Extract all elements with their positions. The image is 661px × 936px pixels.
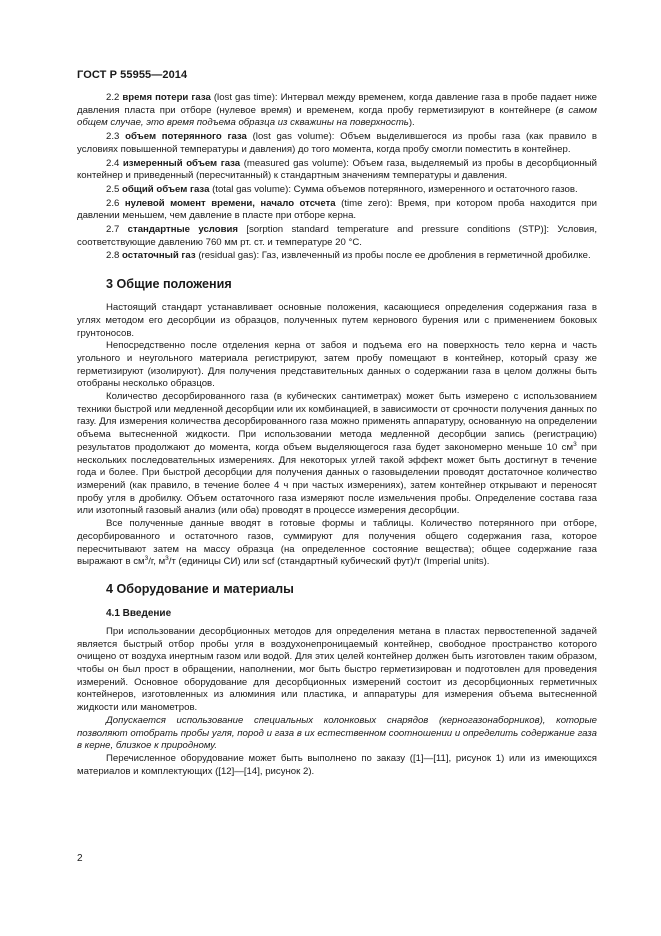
clause-number: 2.6 xyxy=(106,197,120,209)
definition-text: (lost gas time): Интервал между временем, когда давление газа в пробе падает ниже давления пласта при отборе (нулевое время) и временем, когда пробу герметизируют в контейнере ( xyxy=(77,92,597,116)
term: общий объем газа xyxy=(122,183,210,195)
section-4-heading: 4 Оборудование и материалы xyxy=(106,581,294,596)
clause-number: 2.3 xyxy=(106,131,120,143)
page-number: 2 xyxy=(77,853,83,864)
term: остаточный газ xyxy=(122,250,196,262)
paragraph-text: Все полученные данные вводят в готовые формы и таблицы. Количество потерянного при отборе, десорбированного и остаточного газов, суммируют для получения общего содержания газа, которое пересчитывают затем на массу образца (на определенное состояние вещества); общее содержание газа выражают в см xyxy=(77,518,597,568)
term: стандартные условия xyxy=(127,224,238,236)
definition-2-3 xyxy=(77,131,597,156)
paragraph-text: /г, м xyxy=(148,556,166,568)
definition-note: в самом общем случае, это время подъема образца из скважины на поверхность xyxy=(77,104,597,129)
term: нулевой момент времени, начало отсчета xyxy=(124,197,336,209)
clause-number: 2.7 xyxy=(106,224,120,236)
definition-text: [sorption standard temperature and pressure conditions (STP)]: Условия, соответствующие давлению 760 мм рт. ст. и температуре 20 °С. xyxy=(77,224,597,248)
definition-tail: ). xyxy=(408,117,415,129)
section-3-paragraph-4 xyxy=(77,518,597,569)
definition-2-8 xyxy=(77,250,597,263)
section-3-heading: 3 Общие положения xyxy=(106,277,232,292)
definition-text: (total gas volume): Сумма объемов потерянного, измеренного и остаточного газов. xyxy=(209,183,578,195)
definition-2-7 xyxy=(77,224,597,249)
clause-number: 2.8 xyxy=(106,250,120,262)
section-3-paragraph-1: Настоящий стандарт устанавливает основные положения, касающиеся определения содержания газа в углях методом его десорбции из образцов, полученных путем кернового бурения или с применением боковых грунтоносов. xyxy=(77,302,597,339)
term: время потери газа xyxy=(122,92,211,103)
definition-text: (time zero): Время, при котором проба находится при давлении меньшем, чем давление в пласте при отборе керна. xyxy=(77,197,597,222)
definition-2-4 xyxy=(77,158,597,183)
paragraph-text: при нескольких последовательных измерениях. Для некоторых углей такой эффект может быть достигнут в течение года и более. При быстрой десорбции для получения данных о газовыделении проводят достаточное количество измерений (как правило, в течение более 4 ч при частых измерениях), затем контейнер открывают и переносят пробу угля в дробилку. Объем остаточного газа измеряют после измельчения пробы. Определение состава газа или изотопный газовый анализ (или оба) проводят в процессе измерения десорбции. xyxy=(77,441,597,517)
clause-number: 2.5 xyxy=(106,183,120,195)
paragraph-text: Количество десорбированного газа (в кубических сантиметрах) может быть измерено с использованием техники быстрой или медленной десорбции или их комбинацией, в зависимости от срочности получения данных по газу. Для измерения количества десорбированного газа можно применять аппаратуру, основанную на определении объема вытесненной жидкости. При использовании метода медленной десорбции запись (регистрацию) результатов продолжают до момента, когда объем выделяющегося газа будет закономерно меньше 10 см xyxy=(77,391,597,453)
clause-number: 2.2 xyxy=(106,92,120,103)
definition-text: (residual gas): Газ, извлеченный из пробы после ее дробления в герметичной дробилке. xyxy=(195,250,591,262)
section-4-paragraph-1: При использовании десорбционных методов для определения метана в пластах первостепенной задачей является быстрый отбор пробы угля в воздухонепроницаемый контейнер, свободное пространство которого очищено от воздуха инертным газом или водой. Для этих целей контейнер должен быть изготовлен таким образом, чтобы он был прост в обращении, наполнении, мог быть быстро герметизирован и подготовлен для проведения измерений. Основное оборудование для десорбционных измерений состоит из десорбционных герметичных контейнеров, изготовленных из алюминия или пластика, и аппаратуры для измерения объема вытесненной жидкости или манометров. xyxy=(77,625,597,714)
section-3-paragraph-2: Непосредственно после отделения керна от забоя и подъема его на поверхность тело керна и часть угольного и неугольного материала регистрируют, затем пробу помещают в контейнер, который сразу же герметизируют (изолируют). Для получения представительных данных о содержании газа в целом должны быть отобраны несколько образцов. xyxy=(77,340,597,390)
term: объем потерянного газа xyxy=(125,131,247,143)
document-header: ГОСТ Р 55955—2014 xyxy=(77,69,188,81)
document-body xyxy=(77,92,597,778)
definitions-list xyxy=(77,92,597,263)
clause-number: 2.4 xyxy=(106,157,120,169)
paragraph-text: /т (единицы СИ) или scf (стандартный кубический фут)/т (Imperial units). xyxy=(168,556,490,568)
superscript: 3 xyxy=(144,555,149,563)
section-3-paragraph-3 xyxy=(77,391,597,518)
superscript: 3 xyxy=(573,440,577,448)
definition-2-6 xyxy=(77,198,597,223)
definition-text: (measured gas volume): Объем газа, выделяемый из пробы в десорбционный контейнер и приведенный (пересчитанный) к стандартным значениям температуры и давления. xyxy=(77,157,597,182)
definition-text: (lost gas volume): Объем выделившегося из пробы газа (как правило в условиях повышенной температуры и давления) до того момента, когда пробу смогли поместить в контейнер. xyxy=(77,131,597,155)
superscript: 3 xyxy=(165,555,169,563)
definition-2-5 xyxy=(77,184,597,197)
section-4-paragraph-3: Перечисленное оборудование может быть выполнено по заказу ([1]—[11], рисунок 1) или из имеющихся материалов и комплектующих ([12]—[14], рисунок 2). xyxy=(77,752,597,777)
section-4-paragraph-2: Допускается использование специальных колонковых снарядов (керногазонаборников), которые позволяют отобрать пробы угля, пород и газа в их естественном соотношении и определить содержание газа в керне, близкое к природному. xyxy=(77,714,597,752)
subsection-4-1-heading: 4.1 Введение xyxy=(106,607,172,619)
definition-2-2 xyxy=(77,92,597,130)
term: измеренный объем газа xyxy=(122,157,241,169)
